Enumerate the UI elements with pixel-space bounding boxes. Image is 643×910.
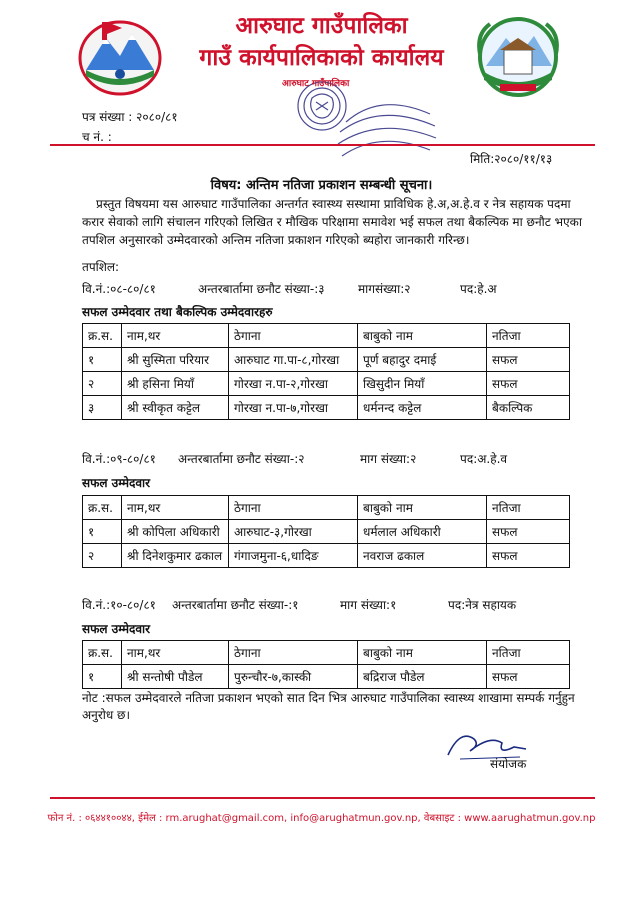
- result-table: [82, 323, 570, 420]
- table-cell: सफल: [487, 372, 570, 396]
- table-header-row: [83, 641, 570, 665]
- signatory-title: संयोजक: [490, 757, 527, 771]
- section-adv-no: वि.नं.:०९-८०/८१: [82, 452, 156, 466]
- section-adv-no: वि.नं.:०८-८०/८१: [82, 282, 156, 296]
- section-demand-count: माग संख्या:१: [340, 598, 397, 612]
- section-adv-no: वि.नं.:१०-८०/८१: [82, 598, 156, 612]
- column-header: क्र.स.: [83, 641, 122, 665]
- table-cell: २: [83, 372, 122, 396]
- section-heading: सफल उम्मेदवार तथा बैकल्पिक उम्मेदवारहरु: [82, 305, 273, 319]
- table-cell: श्री स्वीकृत कट्टेल: [122, 396, 229, 420]
- table-cell: पूर्ण बहादुर दमाई: [358, 348, 487, 372]
- table-cell: सफल: [487, 544, 570, 568]
- table-cell: श्री सन्तोषी पौडेल: [122, 665, 229, 689]
- table-cell: सफल: [487, 665, 570, 689]
- section-post: पद:अ.हे.व: [460, 452, 508, 466]
- tapsil-label: तपशिल:: [82, 260, 120, 274]
- column-header: नाम,थर: [122, 641, 229, 665]
- letter-number: पत्र संख्या : २०८०/८१: [82, 110, 178, 124]
- section-demand-count: माग संख्या:२: [360, 452, 417, 466]
- office-name-line1: आरुघाट गाउँपालिका: [235, 13, 408, 39]
- table-cell: २: [83, 544, 122, 568]
- table-cell: गोरखा न.पा-२,गोरखा: [229, 372, 358, 396]
- table-cell: आरुघाट गा.पा-८,गोरखा: [229, 348, 358, 372]
- body-paragraph: प्रस्तुत विषयमा यस आरुघाट गाउँपालिका अन्तर्गत स्वास्थ्य सस्थामा प्राविधिक हे.अ,अ.हे.व र नेत्र सहायक पदमा करार सेवाको लागि संचालन गरिएको लिखित र मौखिक परिक्षामा समावेश भई सफल तथा बैकल्पिक मा छनौट भएका तपशिल अनुसारको उम्मेदवारको अन्तिम नतिजा प्रकाशन गरिएको ब्यहोरा जानकारी गरिन्छ।: [82, 197, 582, 247]
- table-row: [83, 665, 570, 689]
- table-cell: बद्रिराज पौडेल: [358, 665, 487, 689]
- table-cell: गोरखा न.पा-७,गोरखा: [229, 396, 358, 420]
- table-cell: धर्मलाल अधिकारी: [358, 520, 487, 544]
- subject-line: विषय: अन्तिम नतिजा प्रकाशन सम्बन्धी सूचना।: [210, 178, 433, 193]
- column-header: नाम,थर: [122, 496, 229, 520]
- table-cell: खिसुदीन मियाँ: [358, 372, 487, 396]
- table-row: [83, 372, 570, 396]
- table-cell: आरुघाट-३,गोरखा: [229, 520, 358, 544]
- table-cell: सफल: [487, 348, 570, 372]
- section-post: पद:हे.अ: [460, 282, 497, 296]
- office-name-line2: गाउँ कार्यपालिकाको कार्यालय: [199, 45, 444, 71]
- table-cell: श्री कोपिला अधिकारी: [122, 520, 229, 544]
- footer-contact: फोन नं. : ०६४४१००४४, ईमेल : rm.arughat@gmail.com, info@arughatmun.gov.np, वेबसाइट : www.aarughatmun.gov.np: [47, 813, 596, 824]
- column-header: नतिजा: [487, 496, 570, 520]
- column-header: बाबुको नाम: [358, 496, 487, 520]
- dispatch-number: च नं. :: [82, 130, 112, 144]
- table-cell: नवराज ढकाल: [358, 544, 487, 568]
- section-interview-count: अन्तरबार्तामा छनौट संख्या-:२: [178, 452, 305, 466]
- section-interview-count: अन्तरबार्तामा छनौट संख्या-:३: [198, 282, 325, 296]
- table-cell: सफल: [487, 520, 570, 544]
- table-cell: १: [83, 665, 122, 689]
- column-header: ठेगाना: [229, 496, 358, 520]
- table-cell: बैकल्पिक: [487, 396, 570, 420]
- table-cell: धर्मनन्द कट्टेल: [358, 396, 487, 420]
- table-cell: गंगाजमुना-६,धादिङ: [229, 544, 358, 568]
- table-header-row: [83, 324, 570, 348]
- column-header: क्र.स.: [83, 496, 122, 520]
- section-interview-count: अन्तरबार्तामा छनौट संख्या-:१: [172, 598, 299, 612]
- table-cell: श्री हसिना मियाँ: [122, 372, 229, 396]
- section-demand-count: मागसंख्या:२: [358, 282, 411, 296]
- footer-divider: [50, 797, 595, 799]
- column-header: बाबुको नाम: [358, 641, 487, 665]
- column-header: क्र.स.: [83, 324, 122, 348]
- document-date: मिति:२०८०/११/१३: [470, 152, 553, 166]
- column-header: ठेगाना: [229, 641, 358, 665]
- table-cell: पुरुन्चौर-७,कास्की: [229, 665, 358, 689]
- section-heading: सफल उम्मेदवार: [82, 476, 151, 490]
- result-table: [82, 640, 570, 689]
- section-heading: सफल उम्मेदवार: [82, 622, 151, 636]
- table-cell: श्री सुस्मिता परियार: [122, 348, 229, 372]
- column-header: नतिजा: [487, 641, 570, 665]
- column-header: ठेगाना: [229, 324, 358, 348]
- note-text: नोट :सफल उम्मेदवारले नतिजा प्रकाशन भएको सात दिन भित्र आरुघाट गाउँपालिका स्वास्थ्य शाखामा सम्पर्क गर्नुहुन अनुरोध छ।: [82, 691, 575, 722]
- result-table: [82, 495, 570, 568]
- section-post: पद:नेत्र सहायक: [448, 598, 517, 612]
- column-header: नतिजा: [487, 324, 570, 348]
- table-header-row: [83, 496, 570, 520]
- table-cell: १: [83, 520, 122, 544]
- table-row: [83, 544, 570, 568]
- table-cell: ३: [83, 396, 122, 420]
- table-row: [83, 348, 570, 372]
- table-cell: श्री दिनेशकुमार ढकाल: [122, 544, 229, 568]
- column-header: नाम,थर: [122, 324, 229, 348]
- stamp-text: आरुघाट गाउँपालिका: [282, 79, 350, 89]
- table-row: [83, 520, 570, 544]
- column-header: बाबुको नाम: [358, 324, 487, 348]
- table-cell: १: [83, 348, 122, 372]
- table-row: [83, 396, 570, 420]
- header-divider: [50, 144, 595, 146]
